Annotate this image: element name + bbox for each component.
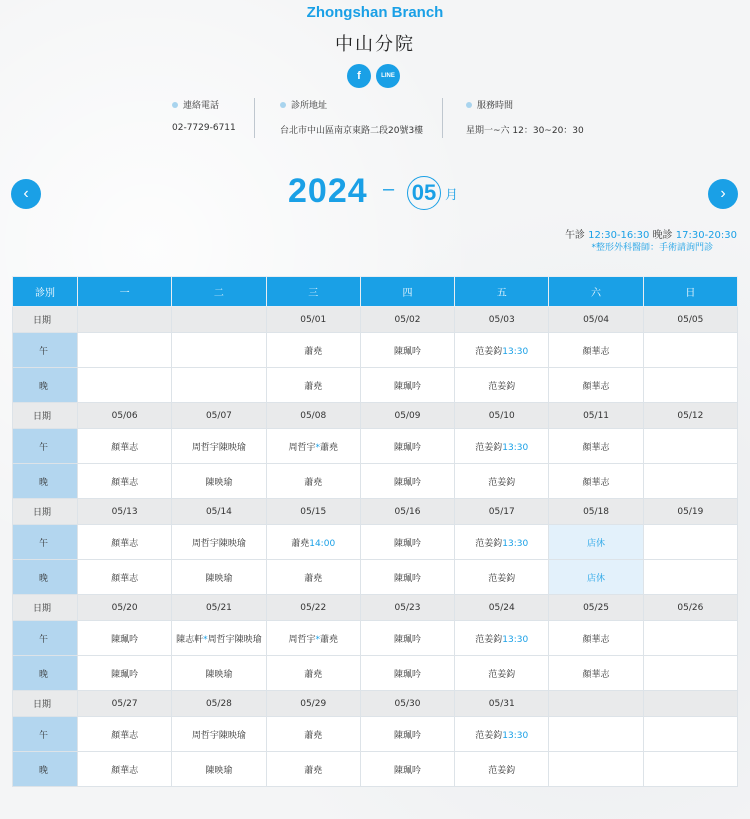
date-row bbox=[13, 691, 738, 717]
prev-month-button[interactable] bbox=[11, 179, 41, 209]
time-label: 13:30 bbox=[502, 634, 529, 645]
doctor-name: 顏華志 bbox=[111, 573, 139, 584]
doctor-name: 范姜鈞 bbox=[488, 765, 516, 776]
evening-row-label: 晚 bbox=[13, 752, 78, 787]
calendar-year: 2024 bbox=[288, 172, 368, 210]
date-cell: 05/26 bbox=[643, 595, 737, 621]
doctor-cell bbox=[549, 656, 643, 691]
info-divider bbox=[254, 98, 255, 138]
doctor-name: 顏華志 bbox=[582, 442, 610, 453]
doctor-cell bbox=[172, 429, 266, 464]
doctor-name: 陳映瑜 bbox=[205, 573, 233, 584]
doctor-name: 周哲宇陳映瑜 bbox=[207, 634, 262, 645]
doctor-cell bbox=[78, 621, 172, 656]
evening-hours: 17:30-20:30 bbox=[675, 230, 737, 241]
doctor-name: 陳珮吟 bbox=[393, 381, 421, 392]
doctor-cell bbox=[172, 752, 266, 787]
doctor-name: 陳珮吟 bbox=[393, 573, 421, 584]
calendar-month: 05 bbox=[407, 176, 441, 210]
date-cell: 05/04 bbox=[549, 307, 643, 333]
doctor-cell bbox=[78, 368, 172, 403]
schedule-header-row bbox=[13, 277, 738, 307]
doctor-name: 蕭堯 bbox=[304, 765, 323, 776]
noon-row bbox=[13, 717, 738, 752]
doctor-cell bbox=[78, 752, 172, 787]
hours-value: 星期一~六 12：30~20：30 bbox=[466, 126, 584, 136]
doctor-cell bbox=[643, 656, 737, 691]
header-cell: 日 bbox=[643, 277, 737, 307]
date-row-label: 日期 bbox=[13, 595, 78, 621]
doctor-cell bbox=[549, 368, 643, 403]
doctor-cell bbox=[78, 656, 172, 691]
social-links bbox=[347, 64, 400, 88]
doctor-cell bbox=[172, 621, 266, 656]
doctor-cell bbox=[549, 429, 643, 464]
doctor-cell bbox=[643, 560, 737, 595]
doctor-cell bbox=[78, 464, 172, 499]
doctor-name: 顏華志 bbox=[111, 477, 139, 488]
evening-row bbox=[13, 656, 738, 691]
doctor-name: 蕭堯 bbox=[304, 669, 323, 680]
evening-row bbox=[13, 464, 738, 499]
time-label: 14:00 bbox=[309, 538, 336, 549]
doctor-name: 蕭堯 bbox=[319, 634, 338, 645]
doctor-name: 蕭堯 bbox=[304, 573, 323, 584]
doctor-cell bbox=[360, 717, 454, 752]
afternoon-label: 午診 bbox=[564, 230, 585, 241]
date-cell: 05/27 bbox=[78, 691, 172, 717]
doctor-cell bbox=[549, 621, 643, 656]
date-cell: 05/21 bbox=[172, 595, 266, 621]
evening-row bbox=[13, 560, 738, 595]
doctor-name: 范姜鈞 bbox=[488, 573, 516, 584]
address-label: 診所地址 bbox=[280, 98, 423, 111]
doctor-cell bbox=[266, 621, 360, 656]
time-label: 13:30 bbox=[502, 538, 529, 549]
doctor-name: 顏華志 bbox=[582, 669, 610, 680]
date-cell: 05/24 bbox=[455, 595, 549, 621]
doctor-name: 蕭堯 bbox=[304, 346, 323, 357]
doctor-cell bbox=[360, 621, 454, 656]
doctor-name: 蕭堯 bbox=[319, 442, 338, 453]
info-address bbox=[280, 98, 423, 138]
doctor-name: 周哲宇陳映瑜 bbox=[191, 442, 246, 453]
noon-row bbox=[13, 333, 738, 368]
date-cell: 05/17 bbox=[455, 499, 549, 525]
doctor-cell bbox=[172, 464, 266, 499]
doctor-name: 顏華志 bbox=[582, 381, 610, 392]
doctor-cell bbox=[78, 333, 172, 368]
doctor-cell bbox=[643, 525, 737, 560]
facebook-icon[interactable]: f bbox=[347, 64, 371, 88]
doctor-name: 顏華志 bbox=[111, 442, 139, 453]
doctor-name: 陳映瑜 bbox=[205, 477, 233, 488]
date-cell: 05/30 bbox=[360, 691, 454, 717]
date-row-label: 日期 bbox=[13, 499, 78, 525]
doctor-name: 陳珮吟 bbox=[393, 730, 421, 741]
doctor-cell bbox=[360, 560, 454, 595]
schedule-body bbox=[13, 307, 738, 787]
noon-row-label: 午 bbox=[13, 525, 78, 560]
doctor-cell bbox=[643, 429, 737, 464]
phone-value: 02-7729-6711 bbox=[172, 123, 236, 133]
calendar-dash: – bbox=[383, 178, 395, 200]
doctor-cell bbox=[455, 752, 549, 787]
date-cell: 05/08 bbox=[266, 403, 360, 429]
doctor-cell bbox=[172, 560, 266, 595]
noon-row-label: 午 bbox=[13, 621, 78, 656]
doctor-name: 范姜鈞 bbox=[475, 442, 503, 453]
asterisk-mark: * bbox=[315, 442, 320, 453]
doctor-name: 陳珮吟 bbox=[393, 634, 421, 645]
date-cell: 05/03 bbox=[455, 307, 549, 333]
doctor-name: 陳珮吟 bbox=[393, 346, 421, 357]
doctor-name: 蕭堯 bbox=[304, 730, 323, 741]
doctor-cell bbox=[78, 560, 172, 595]
info-divider bbox=[442, 98, 443, 138]
doctor-name: 周哲宇陳映瑜 bbox=[191, 730, 246, 741]
afternoon-hours: 12:30-16:30 bbox=[588, 230, 650, 241]
doctor-cell bbox=[455, 560, 549, 595]
header-cell: 四 bbox=[360, 277, 454, 307]
calendar-month-suffix: 月 bbox=[445, 188, 459, 203]
date-cell: 05/28 bbox=[172, 691, 266, 717]
asterisk-mark: * bbox=[203, 634, 208, 645]
date-cell: 05/14 bbox=[172, 499, 266, 525]
doctor-cell bbox=[455, 621, 549, 656]
doctor-cell bbox=[455, 525, 549, 560]
doctor-name: 周哲宇 bbox=[288, 442, 316, 453]
date-cell bbox=[643, 691, 737, 717]
date-cell: 05/06 bbox=[78, 403, 172, 429]
doctor-cell bbox=[360, 368, 454, 403]
doctor-cell bbox=[266, 752, 360, 787]
line-icon[interactable]: LINE bbox=[376, 64, 400, 88]
doctor-name: 范姜鈞 bbox=[488, 381, 516, 392]
doctor-cell bbox=[78, 525, 172, 560]
doctor-cell bbox=[266, 525, 360, 560]
evening-label: 晚診 bbox=[652, 230, 673, 241]
date-cell: 05/02 bbox=[360, 307, 454, 333]
date-cell: 05/16 bbox=[360, 499, 454, 525]
address-value: 台北市中山區南京東路二段20號3樓 bbox=[280, 126, 424, 136]
doctor-cell bbox=[172, 525, 266, 560]
evening-row bbox=[13, 752, 738, 787]
doctor-cell bbox=[172, 333, 266, 368]
date-row-label: 日期 bbox=[13, 403, 78, 429]
evening-row-label: 晚 bbox=[13, 656, 78, 691]
date-cell bbox=[549, 691, 643, 717]
date-cell: 05/12 bbox=[643, 403, 737, 429]
date-cell: 05/11 bbox=[549, 403, 643, 429]
doctor-cell bbox=[549, 333, 643, 368]
doctor-name: 蕭堯 bbox=[304, 381, 323, 392]
doctor-cell bbox=[643, 464, 737, 499]
doctor-name: 顏華志 bbox=[111, 730, 139, 741]
closed-cell bbox=[549, 560, 643, 595]
date-cell: 05/01 bbox=[266, 307, 360, 333]
doctor-cell bbox=[266, 560, 360, 595]
doctor-name: 顏華志 bbox=[582, 477, 610, 488]
time-label: 13:30 bbox=[502, 442, 529, 453]
date-cell: 05/25 bbox=[549, 595, 643, 621]
date-cell: 05/10 bbox=[455, 403, 549, 429]
date-cell: 05/09 bbox=[360, 403, 454, 429]
header-cell: 診別 bbox=[13, 277, 78, 307]
date-cell: 05/23 bbox=[360, 595, 454, 621]
header-cell: 一 bbox=[78, 277, 172, 307]
doctor-name: 陳珮吟 bbox=[393, 442, 421, 453]
chevron-left-icon: ‹ bbox=[23, 185, 29, 202]
doctor-cell bbox=[360, 333, 454, 368]
noon-row bbox=[13, 621, 738, 656]
date-cell: 05/18 bbox=[549, 499, 643, 525]
doctor-name: 范姜鈞 bbox=[475, 538, 503, 549]
doctor-cell bbox=[455, 368, 549, 403]
doctor-cell bbox=[643, 621, 737, 656]
date-cell bbox=[78, 307, 172, 333]
date-cell: 05/19 bbox=[643, 499, 737, 525]
doctor-name: 陳志軒 bbox=[176, 634, 204, 645]
closed-label: 店休 bbox=[587, 538, 606, 549]
header-cell: 六 bbox=[549, 277, 643, 307]
doctor-cell bbox=[172, 368, 266, 403]
date-row-label: 日期 bbox=[13, 307, 78, 333]
date-cell: 05/13 bbox=[78, 499, 172, 525]
date-row bbox=[13, 595, 738, 621]
doctor-cell bbox=[360, 429, 454, 464]
noon-row bbox=[13, 429, 738, 464]
doctor-name: 顏華志 bbox=[582, 634, 610, 645]
time-label: 13:30 bbox=[502, 346, 529, 357]
hours-label: 服務時間 bbox=[466, 98, 584, 111]
doctor-name: 陳映瑜 bbox=[205, 669, 233, 680]
doctor-cell bbox=[643, 368, 737, 403]
date-cell: 05/20 bbox=[78, 595, 172, 621]
doctor-name: 陳珮吟 bbox=[393, 669, 421, 680]
branch-name-zh: 中山分院 bbox=[335, 34, 415, 55]
doctor-cell bbox=[360, 525, 454, 560]
doctor-name: 范姜鈞 bbox=[475, 730, 503, 741]
header-cell: 五 bbox=[455, 277, 549, 307]
doctor-name: 周哲宇 bbox=[288, 634, 316, 645]
doctor-cell bbox=[266, 717, 360, 752]
doctor-cell bbox=[78, 429, 172, 464]
closed-cell bbox=[549, 525, 643, 560]
schedule-table bbox=[12, 276, 738, 787]
date-cell: 05/05 bbox=[643, 307, 737, 333]
evening-row-label: 晚 bbox=[13, 368, 78, 403]
evening-row bbox=[13, 368, 738, 403]
header-cell: 三 bbox=[266, 277, 360, 307]
doctor-name: 蕭堯 bbox=[291, 538, 310, 549]
doctor-cell bbox=[360, 752, 454, 787]
doctor-name: 蕭堯 bbox=[304, 477, 323, 488]
doctor-cell bbox=[643, 717, 737, 752]
noon-row-label: 午 bbox=[13, 717, 78, 752]
doctor-name: 周哲宇陳映瑜 bbox=[191, 538, 246, 549]
surgery-note: *整形外科醫師：手術請詢門診 bbox=[591, 243, 713, 253]
date-row bbox=[13, 499, 738, 525]
doctor-name: 范姜鈞 bbox=[488, 669, 516, 680]
info-phone bbox=[172, 98, 236, 138]
date-row bbox=[13, 307, 738, 333]
doctor-cell bbox=[643, 333, 737, 368]
noon-row-label: 午 bbox=[13, 429, 78, 464]
noon-row bbox=[13, 525, 738, 560]
doctor-cell bbox=[266, 464, 360, 499]
evening-row-label: 晚 bbox=[13, 464, 78, 499]
doctor-cell bbox=[455, 464, 549, 499]
doctor-name: 范姜鈞 bbox=[475, 634, 503, 645]
doctor-cell bbox=[266, 333, 360, 368]
doctor-cell bbox=[266, 429, 360, 464]
noon-row-label: 午 bbox=[13, 333, 78, 368]
next-month-button[interactable] bbox=[708, 179, 738, 209]
doctor-name: 陳映瑜 bbox=[205, 765, 233, 776]
doctor-cell bbox=[360, 656, 454, 691]
doctor-cell bbox=[455, 656, 549, 691]
doctor-cell bbox=[643, 752, 737, 787]
closed-label: 店休 bbox=[587, 573, 606, 584]
doctor-cell bbox=[78, 717, 172, 752]
date-cell: 05/07 bbox=[172, 403, 266, 429]
doctor-name: 陳珮吟 bbox=[111, 669, 139, 680]
clinic-hours bbox=[565, 226, 737, 241]
doctor-cell bbox=[172, 717, 266, 752]
date-cell: 05/29 bbox=[266, 691, 360, 717]
doctor-name: 顏華志 bbox=[111, 538, 139, 549]
doctor-name: 陳珮吟 bbox=[111, 634, 139, 645]
doctor-name: 陳珮吟 bbox=[393, 765, 421, 776]
branch-name-en: Zhongshan Branch bbox=[306, 4, 444, 21]
date-row bbox=[13, 403, 738, 429]
doctor-name: 顏華志 bbox=[582, 346, 610, 357]
doctor-cell bbox=[266, 656, 360, 691]
asterisk-mark: * bbox=[315, 634, 320, 645]
doctor-name: 范姜鈞 bbox=[475, 346, 503, 357]
date-cell: 05/15 bbox=[266, 499, 360, 525]
doctor-cell bbox=[549, 752, 643, 787]
doctor-name: 范姜鈞 bbox=[488, 477, 516, 488]
time-label: 13:30 bbox=[502, 730, 529, 741]
phone-label: 連絡電話 bbox=[172, 98, 236, 111]
doctor-cell bbox=[455, 717, 549, 752]
date-cell: 05/22 bbox=[266, 595, 360, 621]
doctor-name: 顏華志 bbox=[111, 765, 139, 776]
doctor-cell bbox=[266, 368, 360, 403]
doctor-name: 陳珮吟 bbox=[393, 477, 421, 488]
doctor-cell bbox=[360, 464, 454, 499]
date-cell bbox=[172, 307, 266, 333]
doctor-cell bbox=[455, 333, 549, 368]
date-cell: 05/31 bbox=[455, 691, 549, 717]
doctor-cell bbox=[455, 429, 549, 464]
doctor-cell bbox=[549, 464, 643, 499]
chevron-right-icon: › bbox=[720, 185, 726, 202]
doctor-name: 陳珮吟 bbox=[393, 538, 421, 549]
header-cell: 二 bbox=[172, 277, 266, 307]
doctor-cell bbox=[172, 656, 266, 691]
date-row-label: 日期 bbox=[13, 691, 78, 717]
evening-row-label: 晚 bbox=[13, 560, 78, 595]
doctor-cell bbox=[549, 717, 643, 752]
info-hours bbox=[466, 98, 584, 138]
